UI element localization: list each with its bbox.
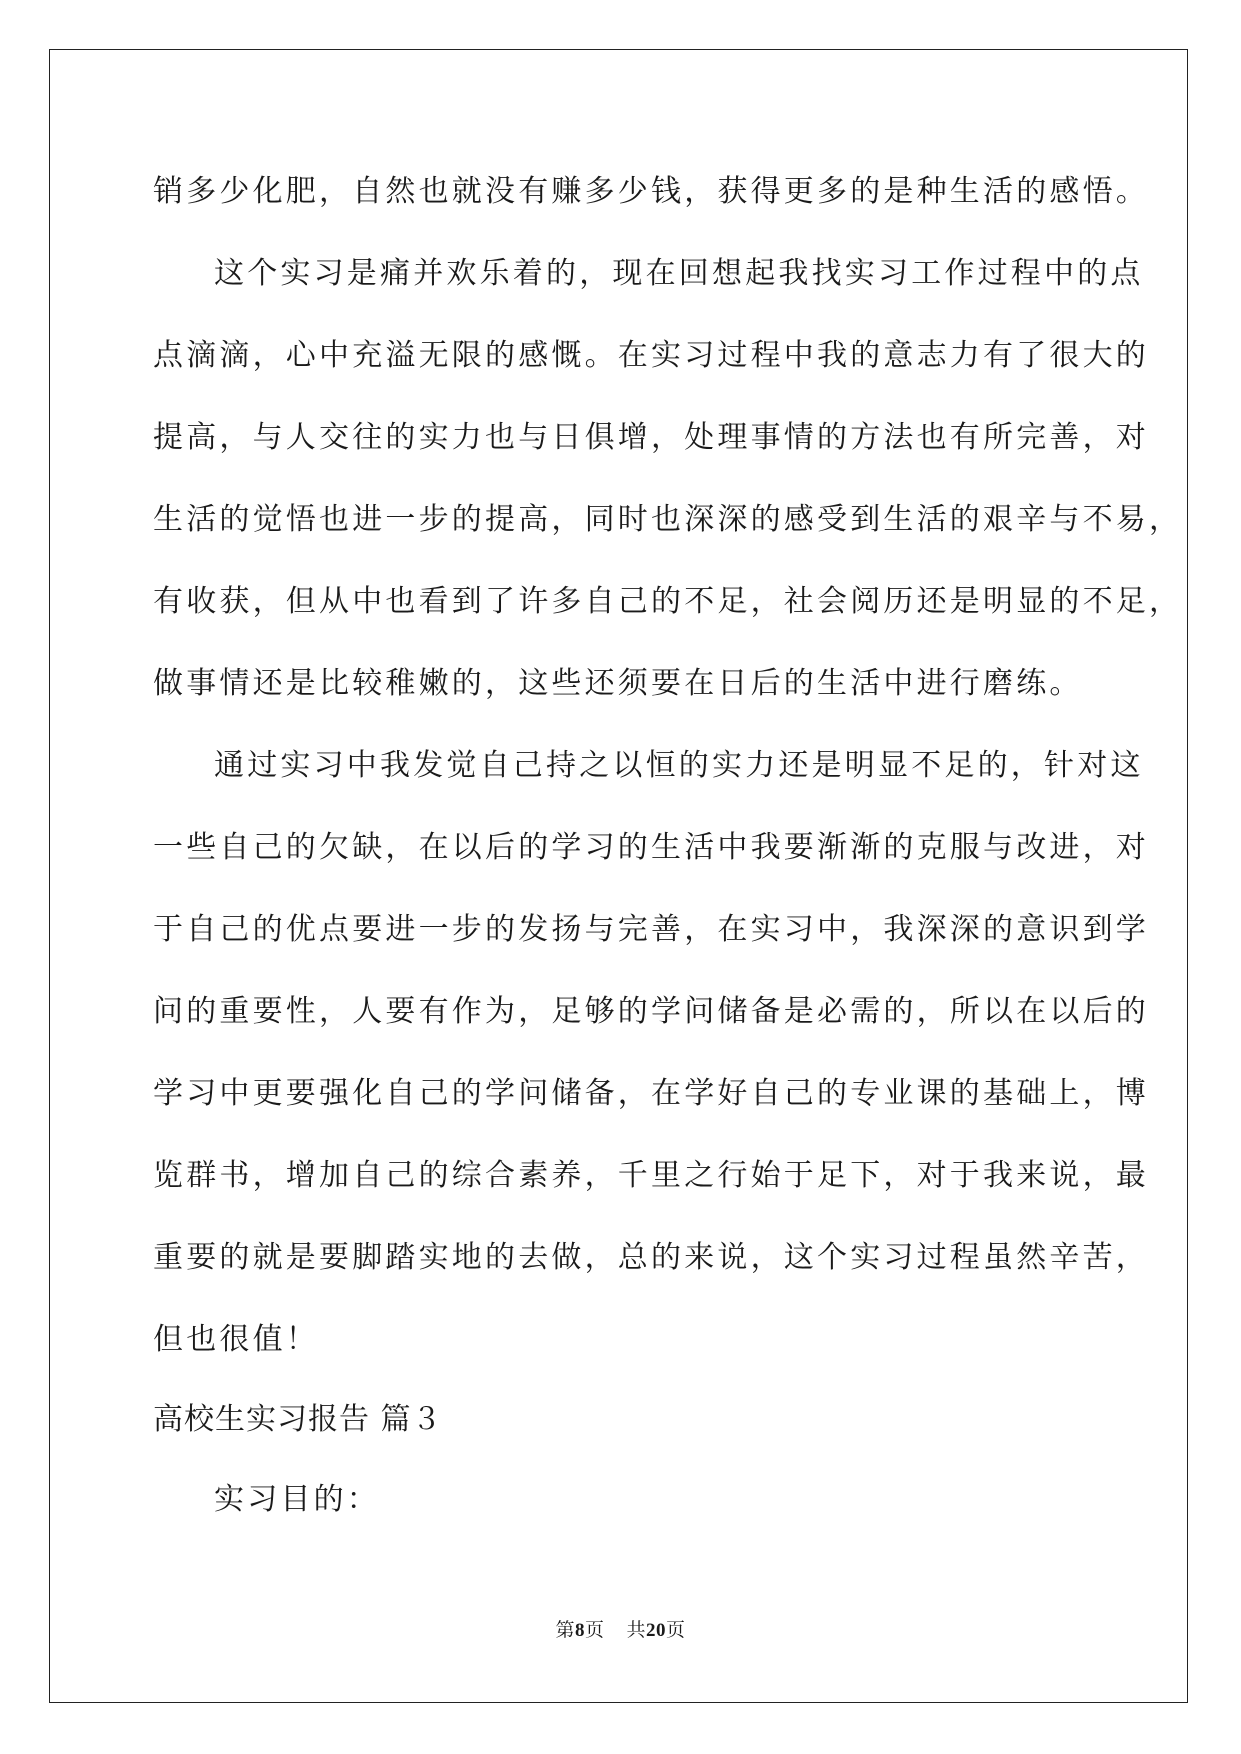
- footer-total-prefix: 共: [626, 1619, 647, 1641]
- paragraph-line: 但也很值！: [153, 1322, 319, 1357]
- footer-page-label: 页: [584, 1619, 605, 1641]
- paragraph-line: 学习中更要强化自己的学问储备，在学好自己的专业课的基础上，博: [153, 1076, 1149, 1111]
- paragraph-line: 重要的就是要脚踏实地的去做，总的来说，这个实习过程虽然辛苦，: [153, 1240, 1149, 1275]
- paragraph-line: 销多少化肥，自然也就没有赚多少钱，获得更多的是种生活的感悟。: [153, 174, 1149, 209]
- paragraph-line: 问的重要性，人要有作为，足够的学问储备是必需的，所以在以后的: [153, 994, 1149, 1029]
- paragraph-line: 做事情还是比较稚嫩的，这些还须要在日后的生活中进行磨练。: [153, 666, 1083, 701]
- paragraph-line: 这个实习是痛并欢乐着的，现在回想起我找实习工作过程中的点: [214, 256, 1144, 291]
- footer-total-pages: 20: [646, 1620, 667, 1641]
- paragraph-line: 有收获，但从中也看到了许多自己的不足，社会阅历还是明显的不足，: [153, 584, 1183, 619]
- paragraph-line: 生活的觉悟也进一步的提高，同时也深深的感受到生活的艰辛与不易，: [153, 502, 1183, 537]
- paragraph-line: 实习目的：: [214, 1482, 380, 1517]
- section-heading: 高校生实习报告 篇３: [153, 1402, 443, 1437]
- paragraph-line: 提高，与人交往的实力也与日俱增，处理事情的方法也有所完善，对: [153, 420, 1149, 455]
- footer-page-number: 8: [574, 1620, 585, 1641]
- page-border: [49, 49, 1188, 1703]
- paragraph-line: 于自己的优点要进一步的发扬与完善，在实习中，我深深的意识到学: [153, 912, 1149, 947]
- paragraph-line: 览群书，增加自己的综合素养，千里之行始于足下，对于我来说，最: [153, 1158, 1149, 1193]
- page-footer: [0, 1618, 1241, 1643]
- footer-prefix: 第: [555, 1619, 575, 1641]
- footer-suffix: 页: [666, 1619, 686, 1641]
- paragraph-line: 点滴滴，心中充溢无限的感慨。在实习过程中我的意志力有了很大的: [153, 338, 1149, 373]
- paragraph-line: 通过实习中我发觉自己持之以恒的实力还是明显不足的，针对这: [214, 748, 1144, 783]
- paragraph-line: 一些自己的欠缺，在以后的学习的生活中我要渐渐的克服与改进，对: [153, 830, 1149, 865]
